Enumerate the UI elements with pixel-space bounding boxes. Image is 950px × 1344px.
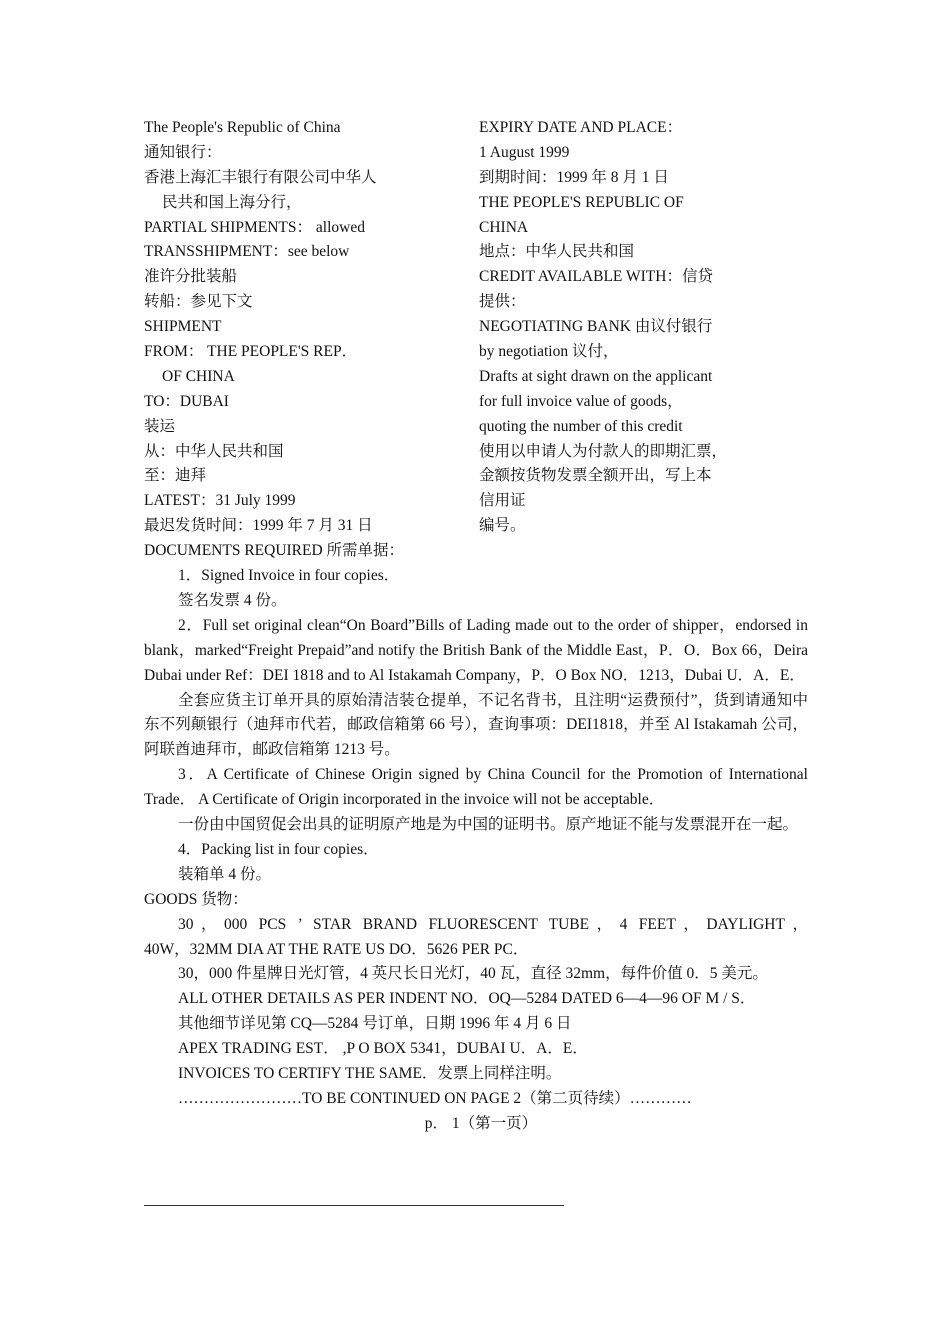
right-line: THE PEOPLE'S REPUBLIC OF <box>479 193 684 211</box>
right-line: 提供： <box>479 293 526 311</box>
doc-3-english: 3．A Certificate of Chinese Origin signed by China Council for the Promotion of International Trade． A Certificate of Origin incorporated in the invoice will not be acceptable． <box>144 766 808 809</box>
doc-1-english: 1．Signed Invoice in four copies． <box>178 567 400 584</box>
goods-line-2: 40W，32MM DIA AT THE RATE US DO．5626 PER PC． <box>144 940 529 958</box>
right-line: CREDIT AVAILABLE WITH：信贷 <box>479 268 713 286</box>
left-line: 从：中华人民共和国 <box>144 442 284 460</box>
documents-and-goods-section <box>144 564 808 1137</box>
left-line: TRANSSHIPMENT：see below <box>144 243 350 261</box>
right-line: 编号。 <box>479 517 526 535</box>
right-line: by negotiation 议付， <box>479 343 619 361</box>
page-number: p． 1（第一页） <box>424 1114 538 1132</box>
doc-1-chinese: 签名发票 4 份。 <box>178 591 287 609</box>
doc-4-chinese: 装箱单 4 份。 <box>178 865 272 883</box>
left-line: The People's Republic of China <box>144 119 341 136</box>
left-line: 转船：参见下文 <box>144 293 253 311</box>
divider-line <box>144 1205 564 1206</box>
left-column <box>144 116 444 564</box>
left-line: 香港上海汇丰银行有限公司中华人 <box>144 168 377 186</box>
left-line: TO：DUBAI <box>144 392 229 410</box>
left-line: 装运 <box>144 417 176 435</box>
goods-line-1: 30，000 PCS ’ STAR BRAND FLUORESCENT TUBE，4 FEET，DAYLIGHT， <box>178 915 808 933</box>
right-line: 地点：中华人民共和国 <box>479 243 635 261</box>
left-line: 最迟发货时间：1999 年 7 月 31 日 <box>144 517 373 535</box>
doc-3-chinese: 一份由中国贸促会出具的证明原产地是为中国的证明书。原产地证不能与发票混开在一起。 <box>178 816 799 834</box>
goods-details-english: ALL OTHER DETAILS AS PER INDENT NO．OQ—5284 DATED 6—4—96 OF M / S． <box>178 990 756 1008</box>
right-line: 金额按货物发票全额开出，写上本 <box>479 467 712 485</box>
documents-required-heading: DOCUMENTS REQUIRED 所需单据： <box>144 542 405 560</box>
left-line: OF CHINA <box>162 367 235 385</box>
left-line: 至：迪拜 <box>144 467 207 485</box>
continued-note: ……………………TO BE CONTINUED ON PAGE 2（第二页待续）………… <box>178 1090 692 1107</box>
goods-apex: APEX TRADING EST． ,P O BOX 5341，DUBAI U．A．E． <box>178 1040 588 1058</box>
left-line: LATEST：31 July 1999 <box>144 492 296 510</box>
right-line: CHINA <box>479 218 529 236</box>
goods-details-chinese: 其他细节详见第 CQ—5284 号订单，日期 1996 年 4 月 6 日 <box>178 1015 572 1033</box>
goods-heading: GOODS 货物： <box>144 890 248 908</box>
right-line: 1 August 1999 <box>479 143 570 161</box>
goods-chinese: 30，000 件星牌日光灯管，4 英尺长日光灯，40 瓦，直径 32mm，每件价值 0．5 美元。 <box>178 965 768 983</box>
right-line: for full invoice value of goods， <box>479 392 683 410</box>
right-line: quoting the number of this credit <box>479 417 683 435</box>
left-line: FROM： THE PEOPLE'S REP． <box>144 343 358 361</box>
doc-2-chinese: 全套应货主订单开具的原始清洁装仓提单，不记名背书，且注明“运费预付”，货到请通知中东不列颠银行（迪拜市代若，邮政信箱第 66 号），查询事项：DEI1818，并至 Al Istakamah 公司，阿联酋迪拜市，邮政信箱第 1213 号。 <box>144 691 808 759</box>
right-line: 信用证 <box>479 492 526 510</box>
doc-2-english: 2．Full set original clean“On Board”Bills of Lading made out to the order of shipper，endorsed in blank，marked“Freight Prepaid”and notify the British Bank of the Middle East，P．O．Box 66，Deira Dubai under Ref：DEI 1818 and to Al Istakamah Company，P．O Box NO．1213，Dubai U．A．E． <box>144 616 808 684</box>
right-line: 使用以申请人为付款人的即期汇票， <box>479 442 728 460</box>
right-line: NEGOTIATING BANK 由议付银行 <box>479 318 713 336</box>
right-line: 到期时间：1999 年 8 月 1 日 <box>479 168 669 186</box>
right-line: Drafts at sight drawn on the applicant <box>479 367 713 385</box>
left-line: 民共和国上海分行， <box>162 193 302 211</box>
goods-invoices: INVOICES TO CERTIFY THE SAME．发票上同样注明。 <box>178 1065 562 1083</box>
right-column <box>479 116 759 539</box>
right-line: EXPIRY DATE AND PLACE： <box>479 119 683 136</box>
left-line: 准许分批装船 <box>144 268 238 286</box>
left-line: 通知银行： <box>144 143 222 161</box>
left-line: SHIPMENT <box>144 318 222 336</box>
doc-4-english: 4．Packing list in four copies． <box>178 840 379 858</box>
left-line: PARTIAL SHIPMENTS： allowed <box>144 218 365 236</box>
